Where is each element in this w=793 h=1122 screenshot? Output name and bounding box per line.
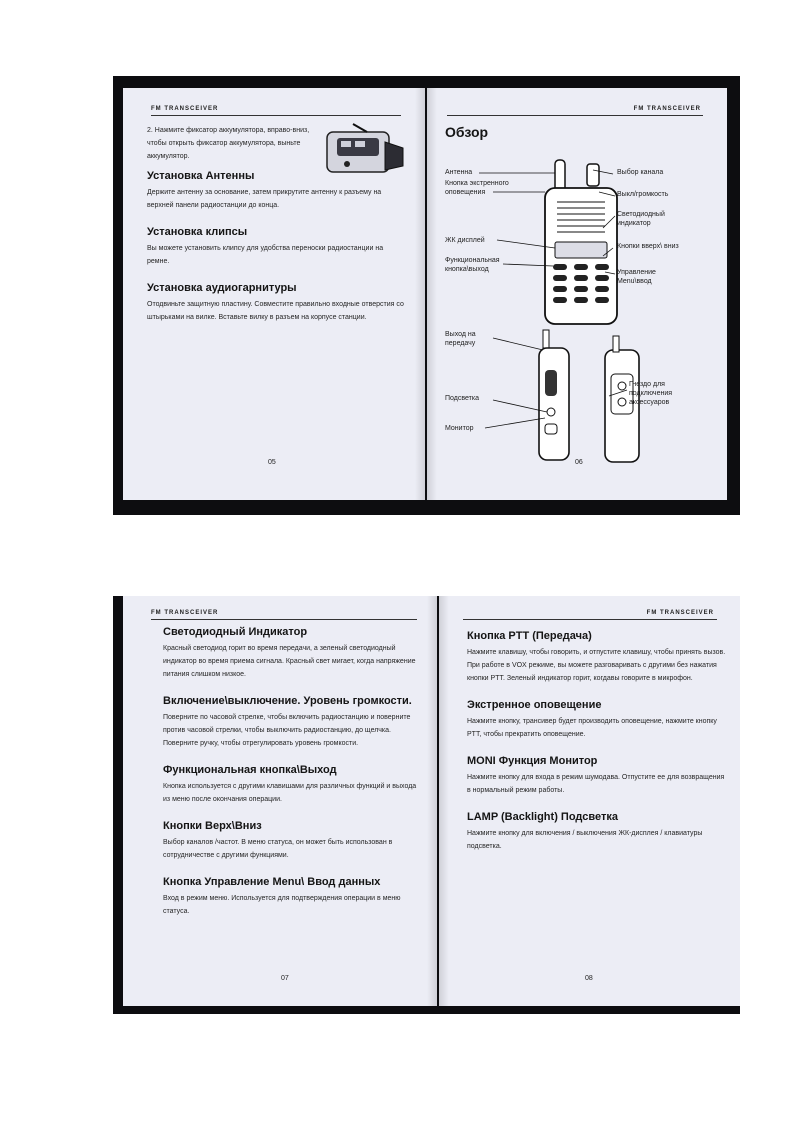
leader-lines <box>427 88 727 500</box>
page-header: FM TRANSCEIVER <box>151 106 219 112</box>
page-number: 07 <box>281 975 289 982</box>
led-text: Красный светодиод горит во время передачи, а зеленый светодиодный индикатор во время приема сигнала. Красный свет мигает, когда напряжение питания слишком низкое. <box>163 645 416 678</box>
clip-heading: Установка клипсы <box>147 226 248 238</box>
label-lamp: Подсветка <box>445 395 479 402</box>
ptt-text: Нажмите клавишу, чтобы говорить, и отпустите клавишу, чтобы принять вызов. При работе в VOX режиме, вы можете разговаривать с другими без нажатия кнопки PTT. Зеленый индикатор горит, когдавы говорите в микрофон. <box>467 649 726 682</box>
label-lcd: ЖК дисплей <box>445 237 485 244</box>
label-monitor: Монитор <box>445 425 474 432</box>
gutter-shadow <box>439 596 449 1006</box>
ptt-heading: Кнопка PTT (Передача) <box>467 630 592 642</box>
moni-heading: MONI Функция Монитор <box>467 755 598 767</box>
lamp-heading: LAMP (Backlight) Подсветка <box>467 811 618 823</box>
page-number: 05 <box>268 459 276 466</box>
menu-heading: Кнопка Управление Menu\ Ввод данных <box>163 876 381 888</box>
label-ptt: Выход на передачу <box>445 331 476 347</box>
label-updown: Кнопки вверх\ вниз <box>617 243 679 250</box>
page-number: 08 <box>585 975 593 982</box>
page-number: 06 <box>575 459 583 466</box>
label-jack: Гнездо для подключения аксессуаров <box>629 381 673 406</box>
antenna-heading: Установка Антенны <box>147 170 255 182</box>
right-sections <box>467 630 729 867</box>
menu-text: Вход в режим меню. Используется для подтверждения операции в меню статуса. <box>163 895 401 915</box>
left-sections <box>147 170 407 338</box>
headset-text: Отодвиньте защитную пластину. Совместите правильно входные отверстия со штырьками на вилке. Вставьте вилку в разъем на корпусе станции. <box>147 301 404 321</box>
headset-heading: Установка аудиогарнитуры <box>147 282 297 294</box>
spread-2 <box>113 596 740 1014</box>
label-channel: Выбор канала <box>617 169 664 176</box>
battery-intro-text: 2. Нажмите фиксатор аккумулятора, вправо-вниз, чтобы открыть фиксатор аккумулятора, выньте аккумулятор. <box>147 127 310 160</box>
page-05 <box>123 88 425 500</box>
spread-1 <box>113 76 740 515</box>
label-antenna: Антенна <box>445 169 473 176</box>
page-08 <box>439 596 740 1006</box>
left-sections <box>163 626 425 932</box>
page-06 <box>427 88 727 500</box>
page-07 <box>123 596 437 1006</box>
moni-text: Нажмите кнопку для входа в режим шумодава. Отпустите ее для возвращения в нормальный режим работы. <box>467 774 725 794</box>
page-header: FM TRANSCEIVER <box>646 610 714 616</box>
power-volume-text: Поверните по часовой стрелке, чтобы включить радиостанцию и поверните против часовой стрелки, чтобы выключить радиостанцию, до щелчка. Поверните ручку, чтобы отрегулировать уровень громкости. <box>163 714 411 747</box>
updown-text: Выбор каналов /частот. В меню статуса, он может быть использован в сотрудничестве с другими функциями. <box>163 839 393 859</box>
power-volume-heading: Включение\выключение. Уровень громкости. <box>163 695 412 707</box>
emergency-heading: Экстренное оповещение <box>467 699 602 711</box>
updown-heading: Кнопки Верх\Вниз <box>163 820 262 832</box>
gutter-shadow <box>427 596 437 1006</box>
lamp-text: Нажмите кнопку для включения / выключения ЖК-дисплея / клавиатуры подсветка. <box>467 830 703 850</box>
label-led: Светодиодный индикатор <box>617 211 665 227</box>
overview-title: Обзор <box>445 124 489 140</box>
header-rule <box>151 115 401 116</box>
func-key-heading: Функциональная кнопка\Выход <box>163 764 337 776</box>
emergency-text: Нажмите кнопку, трансивер будет производить оповещение, нажмите кнопку PTT, чтобы прекратить оповещение. <box>467 718 717 738</box>
label-power: Выкл/громкость <box>617 191 669 198</box>
clip-text: Вы можете установить клипсу для удобства переноски радиостанции на ремне. <box>147 245 384 265</box>
func-key-text: Кнопка используется с другими клавишами для различных функций и выхода из меню после окончания операции. <box>163 783 417 803</box>
gutter-shadow <box>415 88 425 500</box>
label-menu: Управление Menu\ввод <box>617 269 656 285</box>
led-heading: Светодиодный Индикатор <box>163 626 308 638</box>
header-rule <box>463 619 717 620</box>
label-emergency: Кнопка экстренного оповещения <box>445 180 509 196</box>
header-rule <box>151 619 417 620</box>
label-func: Функциональная кнопка\выход <box>445 257 500 273</box>
page-header: FM TRANSCEIVER <box>151 610 219 616</box>
page-header: FM TRANSCEIVER <box>633 106 701 112</box>
antenna-text: Держите антенну за основание, затем прикрутите антенну к разъему на верхней панели радиостанции до конца. <box>147 189 382 209</box>
